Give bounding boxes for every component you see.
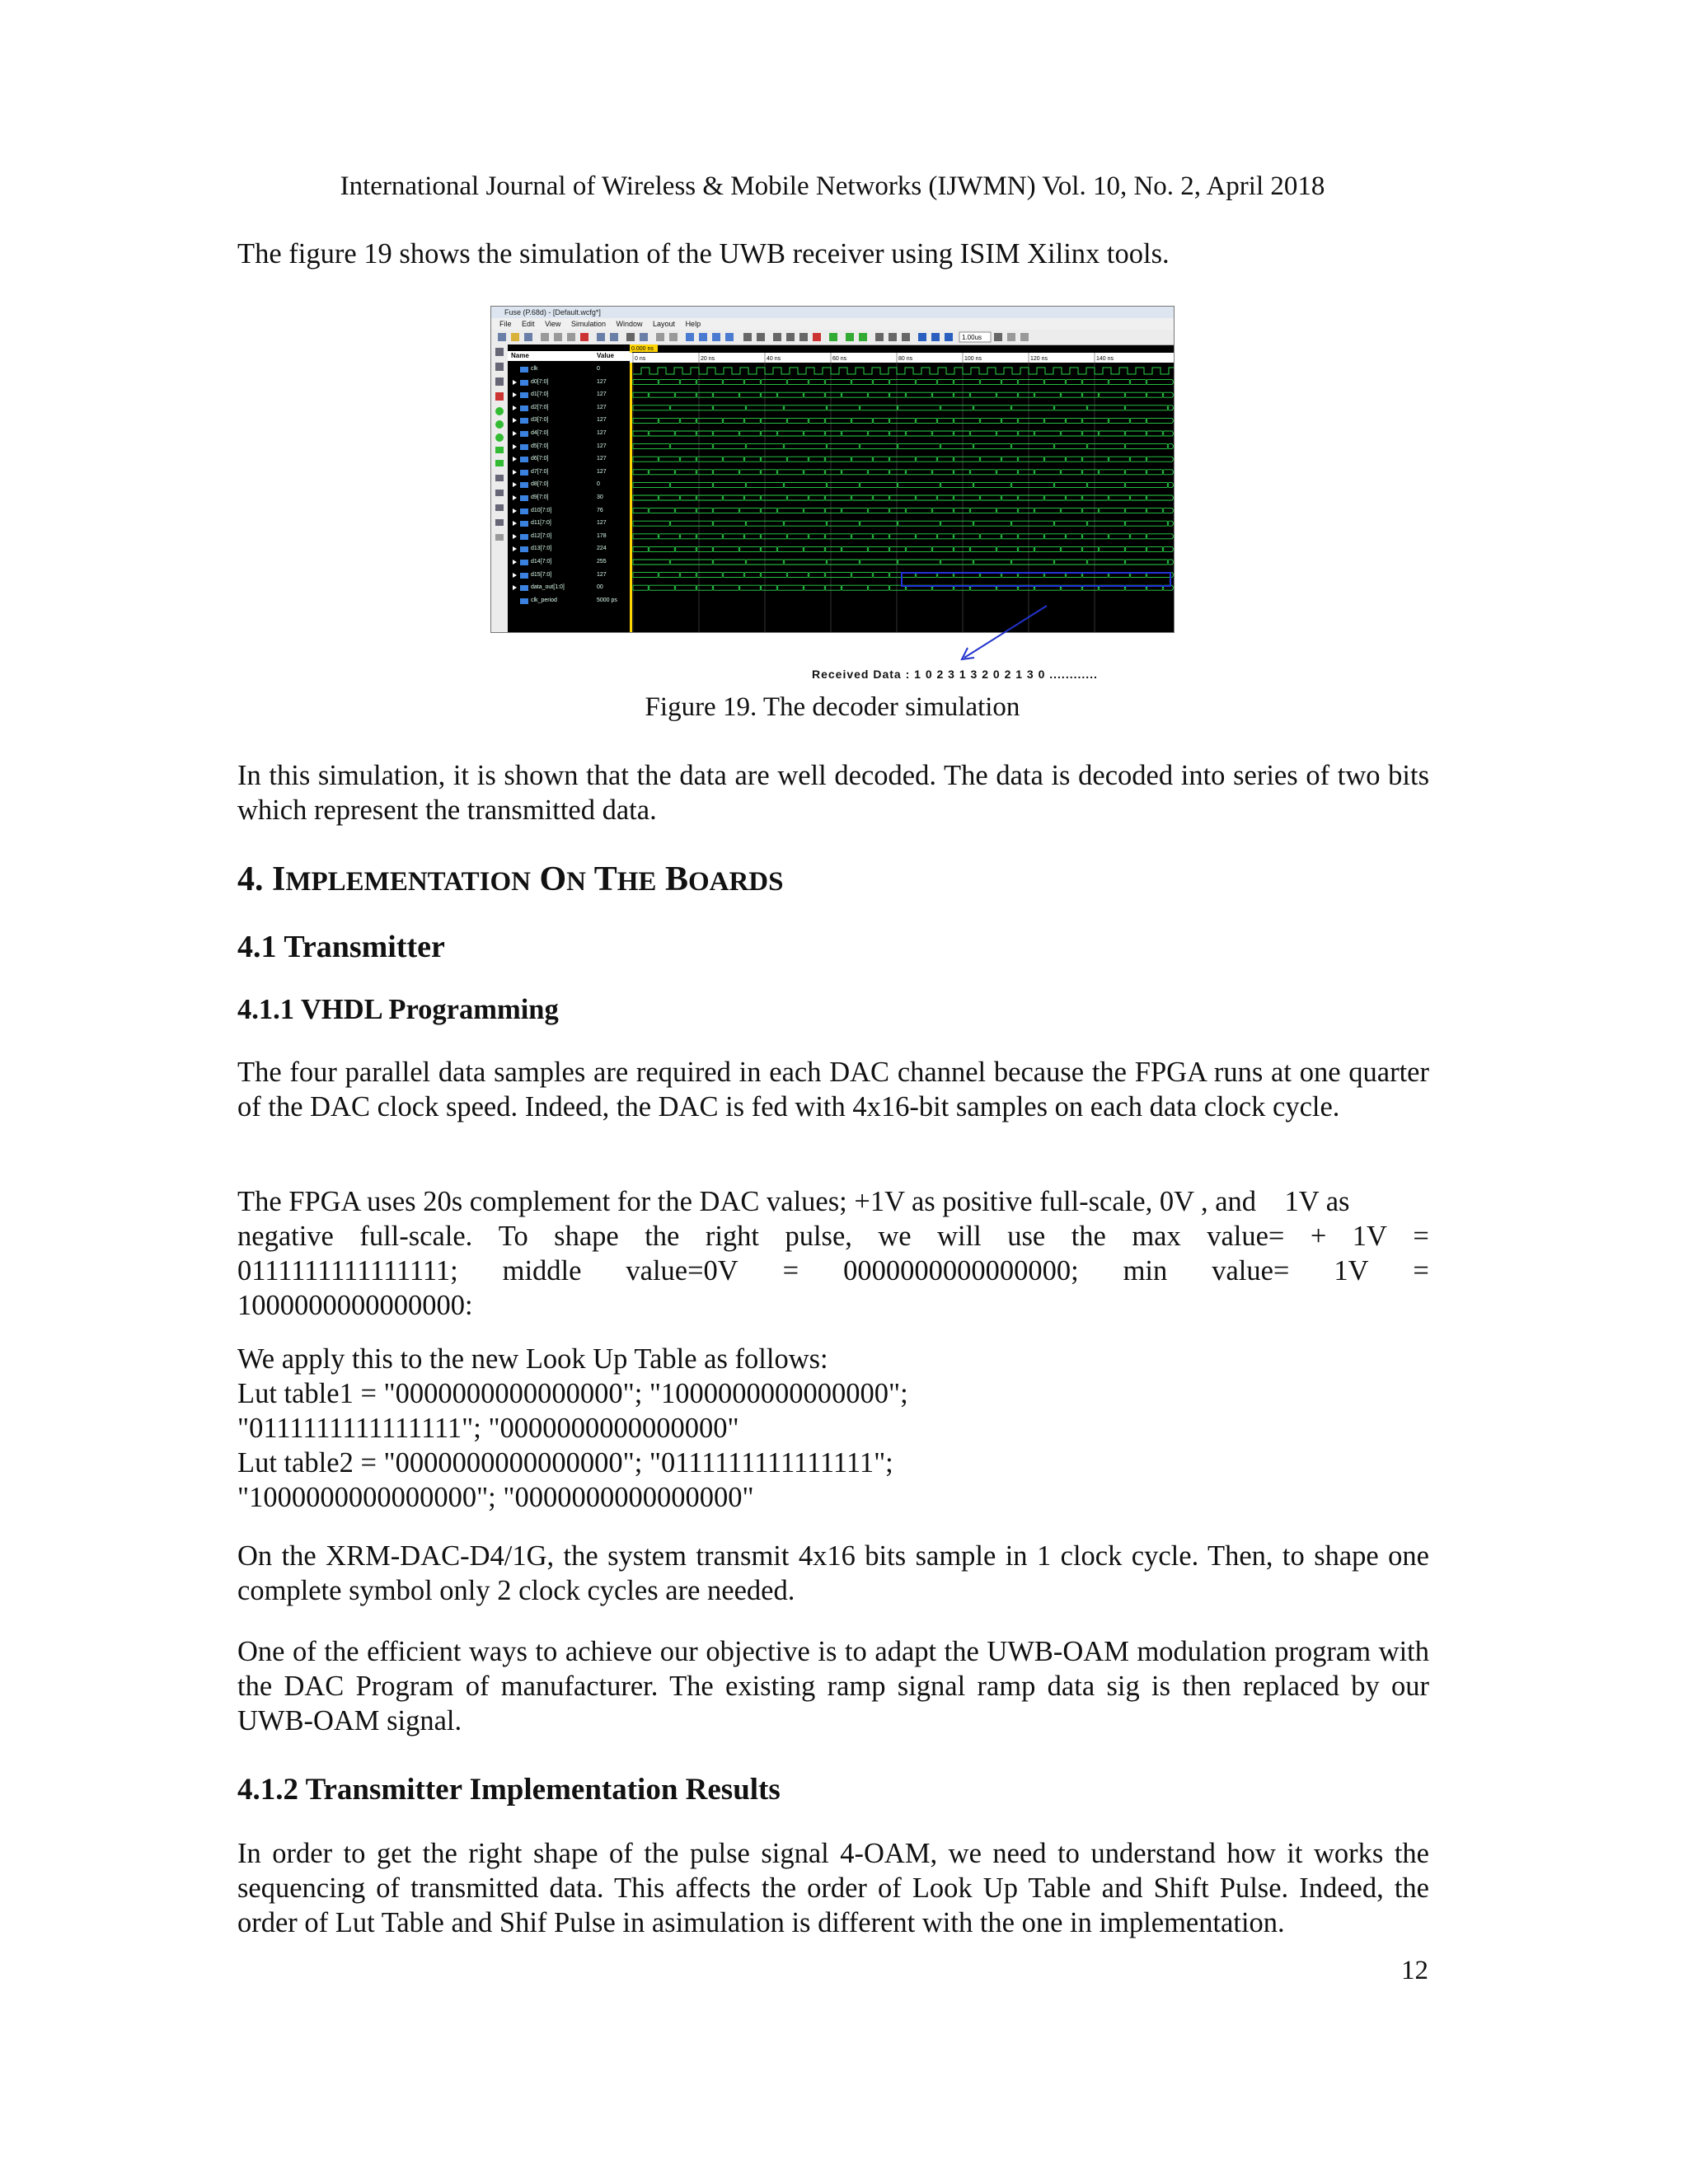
waveform-pane (630, 344, 1174, 632)
subsubsection-heading-4-1-2: 4.1.2 Transmitter Implementation Results (237, 1773, 781, 1807)
signal-name[interactable]: clk (531, 366, 538, 372)
bus-waveform (633, 392, 1174, 397)
menu-file[interactable]: File (499, 320, 512, 328)
intro-paragraph: The figure 19 shows the simulation of the UWB receiver using ISIM Xilinx tools. (237, 238, 1170, 269)
page-number: 12 (1401, 1956, 1428, 1985)
signal-value: 127 (597, 443, 607, 449)
signal-name[interactable]: d6[7:0] (531, 456, 549, 462)
bus-icon (520, 495, 528, 501)
bus-waveform (633, 560, 1174, 565)
bus-icon (520, 380, 528, 386)
equation-token: value= (1207, 1221, 1285, 1252)
menu-window[interactable]: Window (616, 320, 643, 328)
bus-icon (520, 457, 528, 462)
signal-value: 00 (597, 584, 603, 591)
signal-name[interactable]: d15[7:0] (531, 571, 552, 578)
signal-value: 127 (597, 391, 607, 398)
menu-simulation[interactable]: Simulation (570, 320, 606, 328)
clk-waveform (633, 368, 1174, 374)
expand-arrow-icon[interactable] (513, 444, 517, 449)
equation-token: To (498, 1221, 528, 1252)
equation-token: min (1123, 1255, 1168, 1286)
expand-arrow-icon[interactable] (513, 560, 517, 565)
time-tick-label: 120 ns (1030, 356, 1048, 362)
bus-waveform (633, 431, 1174, 436)
equation-token: full-scale. (359, 1221, 473, 1252)
expand-arrow-icon[interactable] (513, 521, 517, 526)
equation-token: 0000000000000000; (843, 1255, 1079, 1286)
paragraph-fpga-complement: The FPGA uses 20s complement for the DAC values; +1V as positive full-scale, 0V , and 1V as negative full-scale. To shape the right pulse, we will use the max value= + 1V = 0111111111111111; middle value=0V = 0000000000000000; min value= 1V = 1000000000000000: (237, 1186, 1429, 1321)
expand-arrow-icon[interactable] (513, 380, 517, 385)
signal-name[interactable]: d12[7:0] (531, 532, 552, 539)
bus-icon (520, 546, 528, 552)
expand-arrow-icon[interactable] (513, 470, 517, 475)
signal-value: 127 (597, 417, 607, 424)
bus-icon (520, 418, 528, 424)
sim-window-title: Fuse (P.68d) - [Default.wcfg*] (491, 307, 1174, 318)
equation-token: right (705, 1221, 759, 1252)
bus-waveform (633, 444, 1174, 449)
zoom-field[interactable]: 1.00us (962, 334, 982, 341)
equation-token: max (1132, 1221, 1181, 1252)
signal-name[interactable]: d7[7:0] (531, 468, 549, 475)
bus-waveform (633, 534, 1174, 539)
sim-toolbar (491, 330, 1174, 345)
equation-token: = (1413, 1221, 1429, 1252)
subsection-heading-4-1: 4.1 Transmitter (237, 930, 445, 964)
equation-token: pulse, (785, 1221, 852, 1252)
signal-name[interactable]: d10[7:0] (531, 507, 552, 513)
signal-value-pane (593, 344, 631, 632)
signal-value: 127 (597, 456, 607, 462)
paragraph-pulse-shape: In order to get the right shape of the pulse signal 4-OAM, we need to understand how it works the sequencing of transmitted data. This affects the order of Look Up Table and Shift Pulse. Indeed, the order of Lut Table and Shif Pulse in asimulation is different with the one in implementation. (237, 1838, 1429, 1938)
signal-name[interactable]: data_out[1:0] (531, 584, 565, 591)
signal-name[interactable]: d11[7:0] (531, 520, 551, 527)
menu-edit[interactable]: Edit (522, 320, 535, 328)
signal-name[interactable]: d9[7:0] (531, 494, 549, 500)
signal-value: 30 (597, 494, 603, 500)
bus-waveform (633, 457, 1174, 462)
bus-waveform (633, 521, 1174, 526)
section-heading-4: 4. IMPLEMENTATION ON THE BOARDS (237, 860, 784, 898)
data-out-highlight (902, 573, 1170, 586)
bus-icon (520, 598, 528, 604)
bus-waveform (633, 546, 1174, 551)
bus-waveform (633, 380, 1174, 385)
bus-waveform (633, 509, 1174, 513)
equation-token: 1V (1334, 1255, 1369, 1286)
time-tick-label: 20 ns (701, 356, 715, 362)
signal-value: 0 (597, 366, 600, 372)
expand-arrow-icon[interactable] (513, 431, 517, 436)
menu-view[interactable]: View (545, 320, 561, 328)
signal-value: 5000 ps (597, 597, 617, 603)
sim-menu-bar (491, 318, 1174, 330)
name-column-header: Name (508, 351, 593, 361)
menu-layout[interactable]: Layout (653, 320, 676, 328)
bus-waveform (633, 495, 1174, 500)
expand-arrow-icon[interactable] (513, 457, 517, 462)
bus-icon (520, 573, 528, 579)
bus-icon (520, 444, 528, 450)
signal-name[interactable]: d2[7:0] (531, 404, 549, 410)
bus-icon (520, 367, 528, 373)
bus-waveform (633, 418, 1174, 423)
expand-arrow-icon[interactable] (513, 482, 517, 487)
bus-icon (520, 405, 528, 411)
time-tick-label: 60 ns (832, 356, 847, 362)
bus-icon (520, 585, 528, 591)
signal-value: 76 (597, 507, 603, 513)
equation-token: value=0V (626, 1255, 738, 1286)
bus-icon (520, 521, 528, 527)
received-data-label: Received Data : 1 0 2 3 1 3 2 0 2 1 3 0 ............ (812, 668, 1098, 681)
time-tick-label: 100 ns (964, 356, 982, 362)
expand-arrow-icon[interactable] (513, 509, 517, 513)
signal-name[interactable]: d8[7:0] (531, 481, 549, 488)
bus-icon (520, 470, 528, 476)
equation-token: + (1310, 1221, 1327, 1252)
bus-icon (520, 560, 528, 565)
simulation-screenshot (490, 306, 1175, 633)
expand-arrow-icon[interactable] (513, 495, 517, 500)
signal-value: 127 (597, 571, 607, 578)
bus-icon (520, 431, 528, 437)
expand-arrow-icon[interactable] (513, 585, 517, 590)
expand-arrow-icon[interactable] (513, 546, 517, 551)
signal-name[interactable]: d3[7:0] (531, 417, 549, 424)
signal-name[interactable]: clk_period (531, 597, 557, 603)
waveform-svg (630, 344, 1174, 632)
bus-waveform (633, 470, 1174, 475)
figure-caption: Figure 19. The decoder simulation (645, 692, 1020, 722)
signal-value: 127 (597, 430, 607, 436)
equation-token: = (782, 1255, 799, 1286)
equation-token: shape (554, 1221, 619, 1252)
signal-value: 178 (597, 532, 607, 539)
signal-name-pane (508, 344, 594, 632)
signal-name[interactable]: d13[7:0] (531, 546, 552, 552)
annotation-arrow (948, 602, 1071, 668)
time-tick-label: 80 ns (898, 356, 913, 362)
paragraph-lookup-table: We apply this to the new Look Up Table as follows: Lut table1 = "0000000000000000"; "1000000000000000"; "0111111111111111"; "0000000000000000" Lut table2 = "0000000000000000"; "0111111111111111"; "1000000000000000"; "0000000000000000" (237, 1343, 908, 1513)
expand-arrow-icon[interactable] (513, 405, 517, 410)
paragraph-parallel-samples: The four parallel data samples are required in each DAC channel because the FPGA runs at one quarter of the DAC clock speed. Indeed, the DAC is fed with 4x16-bit samples on each data clock cycle. (237, 1057, 1429, 1122)
equation-token: value= (1212, 1255, 1290, 1286)
signal-name[interactable]: d1[7:0] (531, 391, 549, 398)
signal-value: 224 (597, 546, 607, 552)
expand-arrow-icon[interactable] (513, 392, 517, 397)
signal-value: 255 (597, 559, 607, 565)
bus-icon (520, 392, 528, 398)
equation-token: the (645, 1221, 680, 1252)
equation-token: will (937, 1221, 982, 1252)
signal-name[interactable]: d5[7:0] (531, 443, 549, 449)
bus-icon (520, 509, 528, 514)
paragraph-efficient-ways: One of the efficient ways to achieve our objective is to adapt the UWB-OAM modulation program with the DAC Program of manufacturer. The existing ramp signal ramp data sig is then replaced by our UWB-OAM signal. (237, 1636, 1429, 1736)
equation-token: middle (502, 1255, 582, 1286)
bus-waveform (633, 482, 1174, 487)
paragraph-simulation-result: In this simulation, it is shown that the data are well decoded. The data is decoded into series of two bits which represent the transmitted data. (237, 760, 1429, 826)
signal-name[interactable]: d0[7:0] (531, 378, 549, 385)
time-tick-label: 0 ns (635, 356, 646, 362)
value-column-header: Value (593, 351, 630, 361)
equation-token: use (1007, 1221, 1046, 1252)
cursor-time-label: 0.000 ns (631, 346, 654, 352)
signal-value: 127 (597, 468, 607, 475)
signal-value: 127 (597, 404, 607, 410)
expand-arrow-icon[interactable] (513, 418, 517, 423)
signal-value: 127 (597, 378, 607, 385)
signal-name[interactable]: d4[7:0] (531, 430, 549, 436)
signal-value: 0 (597, 481, 600, 488)
sim-side-toolbar (491, 344, 508, 632)
time-tick-label: 140 ns (1096, 356, 1114, 362)
equation-token: we (878, 1221, 912, 1252)
menu-help[interactable]: Help (685, 320, 701, 328)
equation-token: 1V (1352, 1221, 1387, 1252)
bus-icon (520, 482, 528, 488)
equation-token: negative (237, 1221, 334, 1252)
equation-token: 0111111111111111; (237, 1255, 458, 1286)
bus-icon (520, 534, 528, 540)
signal-value: 127 (597, 520, 607, 527)
signal-name[interactable]: d14[7:0] (531, 559, 552, 565)
toolbar-icons (491, 330, 1174, 344)
bus-waveform (633, 405, 1174, 410)
expand-arrow-icon[interactable] (513, 534, 517, 539)
expand-arrow-icon[interactable] (513, 573, 517, 578)
paragraph-xrm-dac: On the XRM-DAC-D4/1G, the system transmit 4x16 bits sample in 1 clock cycle. Then, to shape one complete symbol only 2 clock cycles are needed. (237, 1540, 1429, 1606)
equation-token: = (1413, 1255, 1429, 1286)
time-tick-label: 40 ns (767, 356, 781, 362)
equation-token: the (1071, 1221, 1106, 1252)
subsubsection-heading-4-1-1: 4.1.1 VHDL Programming (237, 994, 559, 1025)
journal-header: International Journal of Wireless & Mobile Networks (IJWMN) Vol. 10, No. 2, April 2018 (340, 171, 1325, 201)
